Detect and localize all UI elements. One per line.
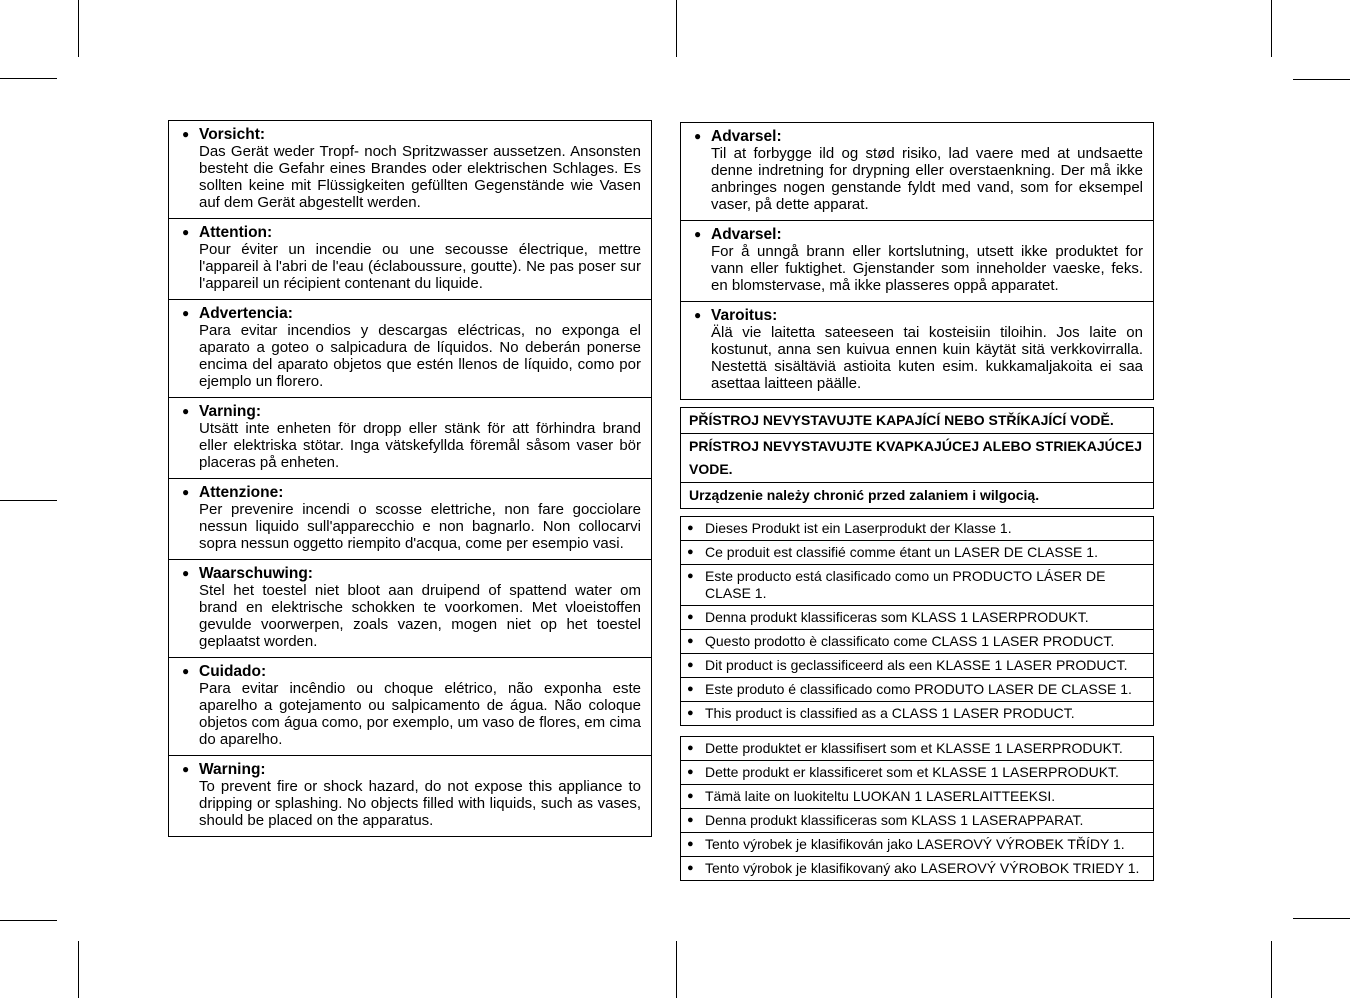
bullet-icon: ● — [687, 766, 694, 778]
warning-box-german — [168, 120, 652, 219]
laser-statement-text: This product is classified as a CLASS 1 LASER PRODUCT. — [705, 705, 1075, 721]
crop-mark-bottom-center-vertical — [676, 941, 677, 998]
warning-body: Til at forbygge ild og stød risiko, lad vaere med at undsaette denne indretning for drypning eller overstaenkning. Der må ikke anbringes nogen genstande fyldt med vand, som for eksempel vaser, på dette apparat. — [711, 145, 1143, 213]
bullet-icon: ● — [182, 485, 190, 499]
bullet-icon: ● — [687, 570, 694, 582]
warning-box-danish — [680, 122, 1154, 221]
bullet-icon: ● — [687, 522, 694, 534]
warning-box-french — [168, 218, 652, 300]
crop-mark-top-right-vertical — [1271, 0, 1272, 57]
warning-box-italian — [168, 478, 652, 560]
crop-mark-bottom-left-horizontal — [0, 920, 57, 921]
warning-box-norwegian — [680, 220, 1154, 302]
warning-box-portuguese — [168, 657, 652, 756]
crop-mark-top-left-horizontal — [0, 78, 57, 79]
bullet-icon: ● — [687, 683, 694, 695]
warning-body: Das Gerät weder Tropf- noch Spritzwasser aussetzen. Ansonsten besteht die Gefahr eines Brandes oder elektrischen Schlages. Es sollten keine mit Flüssigkeiten gefüllten Gegenstände wie Vasen auf dem Gerät abgestellt werden. — [199, 143, 641, 211]
bullet-icon: ● — [694, 227, 702, 241]
bullet-icon: ● — [687, 742, 694, 754]
crop-mark-top-center-vertical — [676, 0, 677, 57]
warning-body: Para evitar incendios y descargas eléctricas, no exponga el aparato a goteo o salpicadura de líquidos. No deberán ponerse encima del aparato objetos que estén llenos de líquido, como por ejemplo un florero. — [199, 322, 641, 390]
crop-mark-bottom-right-horizontal — [1293, 918, 1350, 919]
bullet-icon: ● — [687, 862, 694, 874]
laser-statement-spanish — [680, 564, 1154, 606]
warning-box-swedish — [168, 397, 652, 479]
laser-statement-text: Denna produkt klassificeras som KLASS 1 LASERAPPARAT. — [705, 812, 1084, 828]
warning-title: Advarsel: — [711, 226, 782, 243]
bullet-icon: ● — [182, 566, 190, 580]
crop-mark-top-right-horizontal — [1293, 79, 1350, 80]
warning-body: Per prevenire incendi o scosse elettriche, non fare gocciolare nessun liquido sull'apparecchio e non bagnarlo. Non collocarvi sopra nessun oggetto riempito d'acqua, come per esempio vasi. — [199, 501, 641, 552]
bullet-icon: ● — [182, 306, 190, 320]
bullet-icon: ● — [694, 129, 702, 143]
warning-body: For å unngå brann eller kortslutning, utsett ikke produktet for vann eller fuktighet. Gjenstander som inneholder vaeske, feks. en blomstervase, må ikke plasseres oppå apparatet. — [711, 243, 1143, 294]
laser-statement-swedish-2 — [680, 808, 1154, 833]
warning-body: To prevent fire or shock hazard, do not expose this appliance to dripping or splashing. No objects filled with liquids, such as vases, should be placed on the apparatus. — [199, 778, 641, 829]
bold-notice-stack — [680, 407, 1154, 509]
laser-statement-text: Dette produkt er klassificeret som et KLASSE 1 LASERPRODUKT. — [705, 764, 1119, 780]
warning-title: Waarschuwing: — [199, 565, 313, 582]
warning-body: Utsätt inte enheten för dropp eller stänk för att förhindra brand eller elektriska stötar. Inga vätskefyllda föremål såsom vaser bör placeras på enheten. — [199, 420, 641, 471]
laser-statement-finnish — [680, 784, 1154, 809]
laser-statement-text: Este produto é classificado como PRODUTO LASER DE CLASSE 1. — [705, 681, 1132, 697]
notice-slovak: PRÍSTROJ NEVYSTAVUJTE KVAPKAJÚCEJ ALEBO STRIEKAJÚCEJ VODE. — [680, 433, 1154, 483]
laser-statement-dutch — [680, 653, 1154, 678]
laser-statement-text: Dette produktet er klassifisert som et KLASSE 1 LASERPRODUKT. — [705, 740, 1123, 756]
laser-statement-text: Este producto está clasificado como un PRODUCTO LÁSER DE CLASE 1. — [705, 568, 1106, 601]
bullet-icon: ● — [687, 659, 694, 671]
bullet-icon: ● — [182, 127, 190, 141]
warning-title: Vorsicht: — [199, 126, 266, 143]
laser-statement-italian — [680, 629, 1154, 654]
laser-class-stack-2 — [680, 736, 1154, 881]
warning-title: Cuidado: — [199, 663, 267, 680]
warning-title: Advarsel: — [711, 128, 782, 145]
crop-mark-bottom-left-vertical — [78, 941, 79, 998]
crop-mark-bottom-right-vertical — [1271, 941, 1272, 998]
warning-title: Attenzione: — [199, 484, 284, 501]
bullet-icon: ● — [182, 225, 190, 239]
warning-body: Älä vie laitetta sateeseen tai kosteisiin tiloihin. Jos laite on kostunut, anna sen kuivua ennen kuin käytät sitä verkkovirralla. Nestettä sisältäviä astioita kuten esim. kukkamaljakoita ei saa asettaa laitteen päälle. — [711, 324, 1143, 392]
laser-statement-danish — [680, 760, 1154, 785]
crop-mark-middle-left-horizontal — [0, 500, 57, 501]
laser-statement-norwegian — [680, 736, 1154, 761]
left-warning-column — [168, 120, 652, 837]
warning-body: Para evitar incêndio ou choque elétrico, não exponha este aparelho a gotejamento ou salpicamento de água. Não coloque objetos com água como, por exemplo, um vaso de flores, em cima do aparelho. — [199, 680, 641, 748]
laser-statement-portuguese — [680, 677, 1154, 702]
laser-statement-czech — [680, 832, 1154, 857]
laser-statement-text: Tento výrobek je klasifikován jako LASEROVÝ VÝROBEK TŘÍDY 1. — [705, 836, 1125, 852]
warning-title: Warning: — [199, 761, 266, 778]
warning-box-spanish — [168, 299, 652, 398]
bullet-icon: ● — [687, 838, 694, 850]
laser-class-stack-1 — [680, 516, 1154, 726]
laser-statement-text: Denna produkt klassificeras som KLASS 1 LASERPRODUKT. — [705, 609, 1089, 625]
laser-statement-text: Tämä laite on luokiteltu LUOKAN 1 LASERLAITTEEKSI. — [705, 788, 1056, 804]
laser-statement-swedish — [680, 605, 1154, 630]
bullet-icon: ● — [182, 762, 190, 776]
bullet-icon: ● — [182, 404, 190, 418]
bullet-icon: ● — [687, 790, 694, 802]
laser-statement-german — [680, 516, 1154, 541]
warning-title: Advertencia: — [199, 305, 293, 322]
laser-statement-text: Ce produit est classifié comme étant un LASER DE CLASSE 1. — [705, 544, 1098, 560]
bullet-icon: ● — [687, 546, 694, 558]
right-column — [680, 122, 1154, 881]
laser-statement-english — [680, 701, 1154, 726]
crop-mark-top-left-vertical — [78, 0, 79, 57]
warning-body: Stel het toestel niet bloot aan druipend of spattend water om brand en elektrische schokken te voorkomen. Met vloeistoffen gevulde voorwerpen, zoals vazen, mogen niet op het toestel geplaatst worden. — [199, 582, 641, 650]
warning-body: Pour éviter un incendie ou une secousse électrique, mettre l'appareil à l'abri de l'eau (éclaboussure, goutte). Ne pas poser sur l'appareil un récipient contenant du liquide. — [199, 241, 641, 292]
warning-box-finnish — [680, 301, 1154, 400]
bullet-icon: ● — [687, 707, 694, 719]
warning-title: Varoitus: — [711, 307, 778, 324]
warning-title: Attention: — [199, 224, 273, 241]
laser-statement-text: Tento výrobok je klasifikovaný ako LASEROVÝ VÝROBOK TRIEDY 1. — [705, 860, 1140, 876]
bullet-icon: ● — [694, 308, 702, 322]
bullet-icon: ● — [687, 635, 694, 647]
right-warning-stack — [680, 122, 1154, 400]
laser-statement-text: Dit product is geclassificeerd als een KLASSE 1 LASER PRODUCT. — [705, 657, 1128, 673]
warning-box-dutch — [168, 559, 652, 658]
laser-statement-text: Questo prodotto è classificato come CLASS 1 LASER PRODUCT. — [705, 633, 1115, 649]
warning-box-english — [168, 755, 652, 837]
laser-statement-slovak — [680, 856, 1154, 881]
notice-czech: PŘÍSTROJ NEVYSTAVUJTE KAPAJÍCÍ NEBO STŘÍKAJÍCÍ VODĚ. — [680, 407, 1154, 434]
laser-statement-french — [680, 540, 1154, 565]
bullet-icon: ● — [687, 814, 694, 826]
bullet-icon: ● — [687, 611, 694, 623]
laser-statement-text: Dieses Produkt ist ein Laserprodukt der Klasse 1. — [705, 520, 1012, 536]
notice-polish: Urządzenie należy chronić przed zalaniem i wilgocią. — [680, 482, 1154, 509]
bullet-icon: ● — [182, 664, 190, 678]
warning-title: Varning: — [199, 403, 262, 420]
